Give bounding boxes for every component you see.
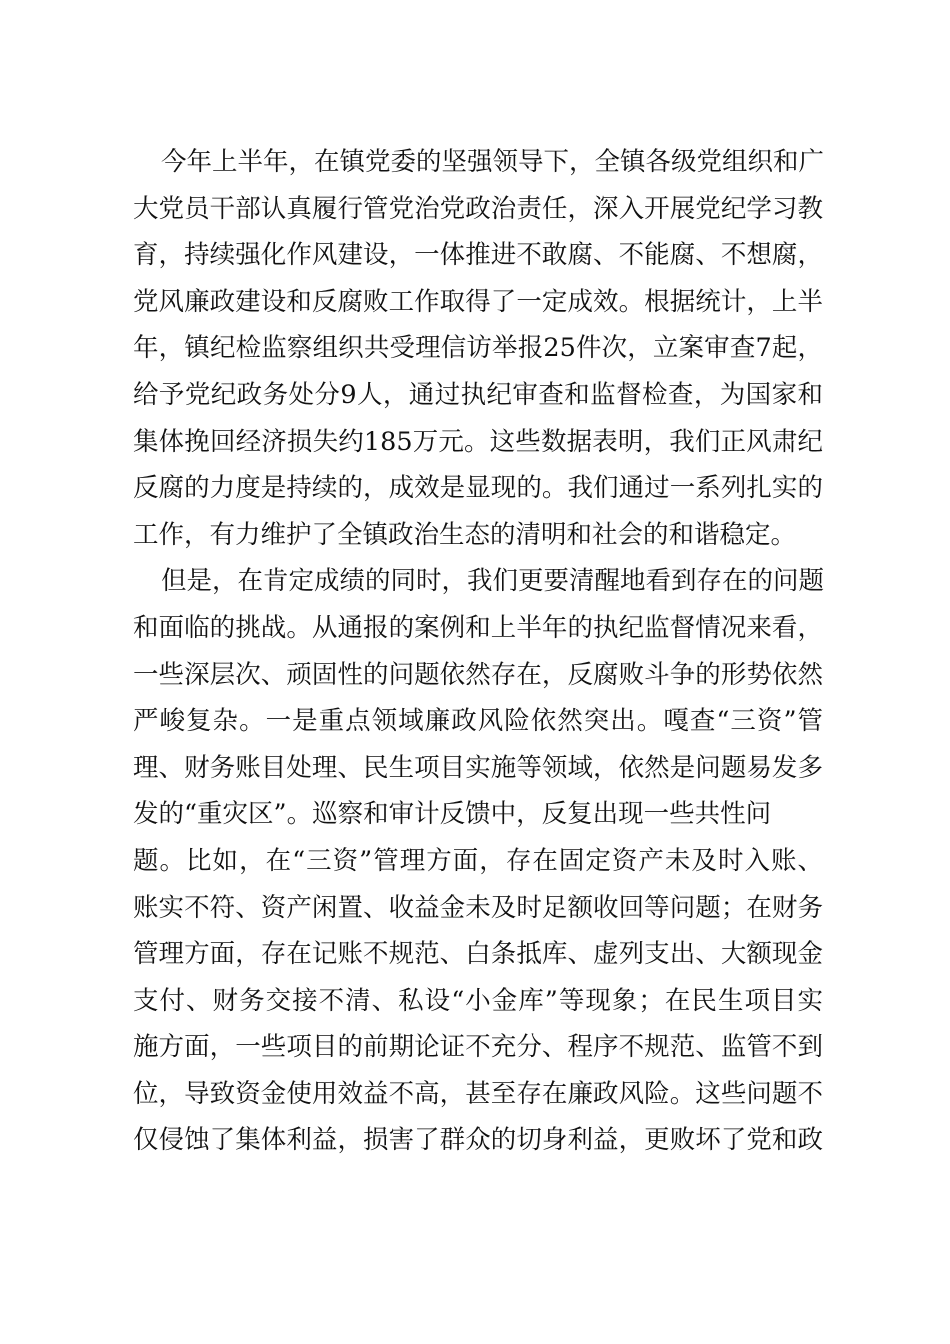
text-line: 育，持续强化作风建设，一体推进不敢腐、不能腐、不想腐， [133,240,823,271]
text-line: 仅侵蚀了集体利益，损害了群众的切身利益，更败坏了党和政 [133,1125,823,1156]
text-line: 给予党纪政务处分9人，通过执纪审查和监督检查，为国家和 [133,379,823,410]
document-body [133,139,823,1164]
text-line: 但是，在肯定成绩的同时，我们更要清醒地看到存在的问题 [161,566,825,597]
text-line: 位，导致资金使用效益不高，甚至存在廉政风险。这些问题不 [133,1078,823,1109]
text-line: 集体挽回经济损失约185万元。这些数据表明，我们正风肃纪 [133,426,823,457]
text-line: 理、财务账目处理、民生项目实施等领域，依然是问题易发多 [133,752,823,783]
text-line: 反腐的力度是持续的，成效是显现的。我们通过一系列扎实的 [133,473,823,504]
paragraph-1 [133,139,823,558]
text-line: 年，镇纪检监察组织共受理信访举报25件次，立案审查7起， [133,333,823,364]
text-line: 党风廉政建设和反腐败工作取得了一定成效。根据统计，上半 [133,286,823,317]
paragraph-2 [133,558,823,1164]
text-line: 支付、财务交接不清、私设“小金库”等现象；在民生项目实 [133,985,823,1016]
text-line: 发的“重灾区”。巡察和审计反馈中，反复出现一些共性问 [133,799,772,830]
text-line: 大党员干部认真履行管党治党政治责任，深入开展党纪学习教 [133,193,823,224]
text-line: 和面临的挑战。从通报的案例和上半年的执纪监督情况来看， [133,612,823,643]
text-line: 题。比如，在“三资”管理方面，存在固定资产未及时入账、 [133,845,823,876]
text-line: 严峻复杂。一是重点领域廉政风险依然突出。嘎查“三资”管 [133,706,823,737]
text-line: 施方面，一些项目的前期论证不充分、程序不规范、监管不到 [133,1032,823,1063]
text-line: 今年上半年，在镇党委的坚强领导下，全镇各级党组织和广 [161,147,825,177]
text-line: 管理方面，存在记账不规范、白条抵库、虚列支出、大额现金 [133,939,823,970]
text-line: 一些深层次、顽固性的问题依然存在，反腐败斗争的形势依然 [133,659,823,690]
text-line: 工作，有力维护了全镇政治生态的清明和社会的和谐稳定。 [133,519,797,550]
text-line: 账实不符、资产闲置、收益金未及时足额收回等问题；在财务 [133,892,823,923]
